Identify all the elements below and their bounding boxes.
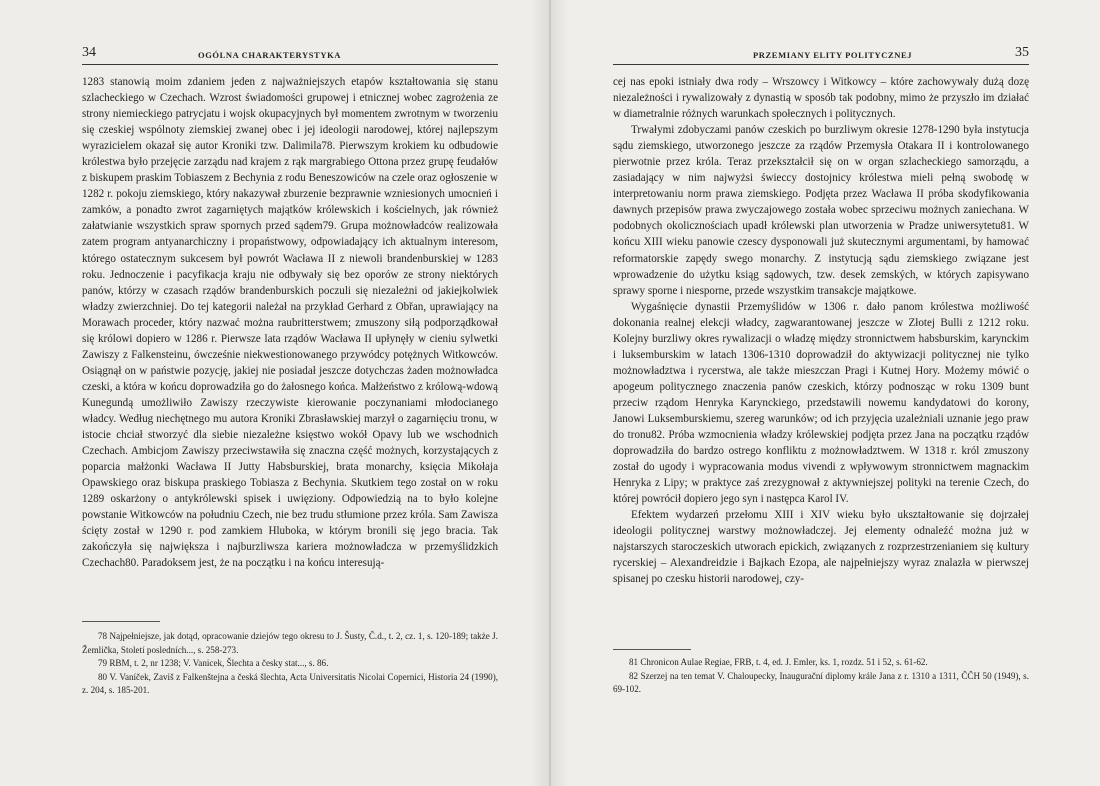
footnote-80: 80 V. Vaníček, Zaviš z Falkenštejna a česká šlechta, Acta Universitatis Nicolai Copernici, Historia 24 (1990), z. 204, s. 185-201. xyxy=(82,671,498,696)
right-page-number: 35 xyxy=(1015,45,1029,60)
right-footnotes xyxy=(613,656,1029,697)
left-running-title: OGÓLNA CHARAKTERYSTYKA xyxy=(198,50,342,60)
left-page-number: 34 xyxy=(82,45,96,60)
right-footnote-rule xyxy=(613,649,691,650)
right-body-text xyxy=(613,74,1029,588)
footnote-78: 78 Najpełniejsze, jak dotąd, opracowanie dziejów tego okresu to J. Šusty, Č.d., t. 2, cz. 1, s. 120-189; także J. Žemlička, Století posledních..., s. 258-273. xyxy=(82,631,498,655)
right-paragraph: Trwałymi zdobyczami panów czeskich po burzliwym okresie 1278-1290 była instytucja sądu ziemskiego, utworzonego jeszcze za rządów Przemysła Otakara II i kontrolowanego pierwotnie przez króla. Teraz przekształcił się on w organ szlacheckiego samorządu, a zasiadający w nim najwyżsi świeccy dostojnicy królestwa mieli pełną swobodę w interpretowaniu norm prawa ziemskiego. Podjęta przez Wacława II próba skodyfikowania dawnych przepisów prawa zwyczajowego została wobec sprzeciwu możnych zaniechana. W podobnych okolicznościach upadł królewski plan utworzenia w Pradze uniwersytetu81. W końcu XIII wieku panowie czescy dysponowali już skutecznymi argumentami, by hamować reformatorskie zapędy swego monarchy. Z instytucją sądu ziemskiego związane jest wprowadzenie do użytku ksiąg sądowych, tzw. desek zemských, w których zapisywano sprawy sporne i niesporne, przede wszystkim transakcje majątkowe. xyxy=(613,124,1029,297)
right-running-title: PRZEMIANY ELITY POLITYCZNEJ xyxy=(753,50,913,60)
right-paragraph: Efektem wydarzeń przełomu XIII i XIV wieku było ukształtowanie się dojrzałej ideologii politycznej warstwy możnowładczej. Jej elementy odnaleźć można już w najstarszych staroczeskich utworach epickich, związanych z rozprzestrzenianiem się kultury rycerskiej – Alexandreidzie i Bajkach Ezopa, ale najpełniejszy wyraz znalazła w pierwszej spisanej po czesku historii narodowej, czy- xyxy=(613,509,1029,586)
left-footnote-rule xyxy=(82,621,160,622)
left-page xyxy=(0,0,549,786)
right-page xyxy=(551,0,1100,786)
footnote-81: 81 Chronicon Aulae Regiae, FRB, t. 4, ed. J. Emler, ks. 1, rozdz. 51 i 52, s. 61-62. xyxy=(629,657,928,667)
right-paragraph: cej nas epoki istniały dwa rody – Wrszowcy i Witkowcy – które zachowywały dużą dozę niezależności i rywalizowały z dynastią w sposób tak podobny, mimo że przyszło im działać w diametralnie różnych warunkach społecznych i politycznych. xyxy=(613,76,1029,121)
right-page-header xyxy=(613,46,1029,65)
left-footnotes xyxy=(82,630,498,698)
footnote-82: 82 Szerzej na ten temat V. Chaloupecky, Inaugurační diplomy krále Jana z r. 1310 a 1311, ČČH 50 (1949), s. 69-102. xyxy=(613,670,1029,695)
right-paragraph: Wygaśnięcie dynastii Przemyślidów w 1306 r. dało panom królestwa możliwość dokonania realnej elekcji władcy, zagwarantowanej jeszcze w Złotej Bulli z 1212 roku. Kolejny burzliwy okres rywalizacji o władzę między stronnictwem habsburskim, karynckim i luksemburskim w latach 1306-1310 doprowadził do aktywizacji politycznej nie tylko możnowładztwa i rycerstwa, ale także mieszczan Pragi i Kutnej Hory. Możemy mówić o apogeum politycznego znaczenia panów czeskich, którzy podnosząc w roku 1309 bunt przeciw rządom Henryka Karynckiego, przedstawili nowemu kandydatowi do korony, Janowi Luksemburskiemu, szereg warunków; od ich przyjęcia uzależniali uznanie jego praw do tronu82. Próba wzmocnienia władzy królewskiej podjęta przez Jana na początku rządów doprowadziła do bardzo ostrego konfliktu z możnowładztwem. W 1318 r. król zmuszony został do ugody i wypracowania modus vivendi z wpływowym stronnictwem magnackim Henryka z Lipy; w praktyce zaś zrezygnował z aktywniejszej polityki na terenie Czech, do której powrócił dopiero jego syn i następca Karol IV. xyxy=(613,300,1029,506)
left-paragraph: 1283 stanowią moim zdaniem jeden z najważniejszych etapów kształtowania się stanu szlacheckiego w Czechach. Wzrost świadomości grupowej i etnicznej wobec zagrożenia ze strony niemieckiego patrycjatu i wojsk okupacyjnych był momentem zwrotnym w tworzeniu się czeskiej wspólnoty ziemskiej zwanej obec i jej ideologii narodowej, której najlepszym wyrazicielem okazał się autor Kroniki tzw. Dalimila78. Pierwszym krokiem ku odbudowie królestwa było przejęcie zarządu nad krajem z rąk margrabiego Ottona przez grupę feudałów z biskupem praskim Tobiaszem z Bechynia z rodu Beneszowiców na czele oraz ogłoszenie w 1282 r. pokoju ziemskiego, który nakazywał zburzenie bezprawnie wzniesionych umocnień i zamków, a ponadto zwrot zagarniętych majątków królewskich i kościelnych, jak również załatwianie wszystkich spraw spornych przed sądem79. Grupa możnowładców realizowała zatem program antyanarchiczny i propaństwowy, odpowiadający ich aktualnym interesom, którego ostatecznym sukcesem był powrót Wacława II z niewoli brandenburskiej w 1283 roku. Jednoczenie i pacyfikacja kraju nie odbywały się bez oporów ze strony niektórych panów, którzy w czasach rządów brandenburskich poczuli się niezależni od jakiejkolwiek władzy zwierzchniej. Do tej kategorii należał na przykład Gerhard z Obřan, uprawiający na Morawach proceder, który nazwać można raubritterstwem; zmuszony siłą podporządkował się królowi dopiero w 1286 r. Pierwsze lata rządów Wacława II upłynęły w cieniu sylwetki Zawiszy z Falkensteinu, ówcześnie niekwestionowanego przywódcy potężnych Witkowców. Osiągnął on w państwie pozycję, jakiej nie posiadał jeszcze dotychczas żaden możnowładca czeski, a która w końcu doprowadziła go do żałosnego końca. Małżeństwo z królową-wdową Kunegundą umożliwiło Zawiszy rzeczywiste kierowanie poczynaniami młodocianego władcy. Według niechętnego mu autora Kroniki Zbrasławskiej marzył o zagarnięciu tronu, w istocie chciał stworzyć dla siebie niezależne księstwo wokół Opavy lub we wschodnich Czechach. Ambicjom Zawiszy przeciwstawiła się znaczna część możnych, korzystających z poparcia małżonki Wacława II Jutty Habsburskiej, brata monarchy, księcia Mikołaja Opawskiego oraz biskupa praskiego Tobiasza z Bechynia. Skutkiem tego został on w roku 1289 oskarżony o antykrólewski spisek i uwięziony. Odpowiedzią na to było kolejne powstanie Witkowców na południu Czech, nie bez trudu stłumione przez króla. Sam Zawisza ścięty został w 1290 r. pod zamkiem Hluboka, w którym bronili się jego bracia. Tak zakończyła się największa i najburzliwsza kariera możnowładcza w przemyślidzkich Czechach80. Paradoksem jest, że na początku i na końcu interesują- xyxy=(82,76,498,570)
left-page-header xyxy=(82,46,498,65)
footnote-79: 79 RBM, t. 2, nr 1238; V. Vanicek, Šlechta a česky stat..., s. 86. xyxy=(98,658,329,669)
left-body-text xyxy=(82,74,498,571)
